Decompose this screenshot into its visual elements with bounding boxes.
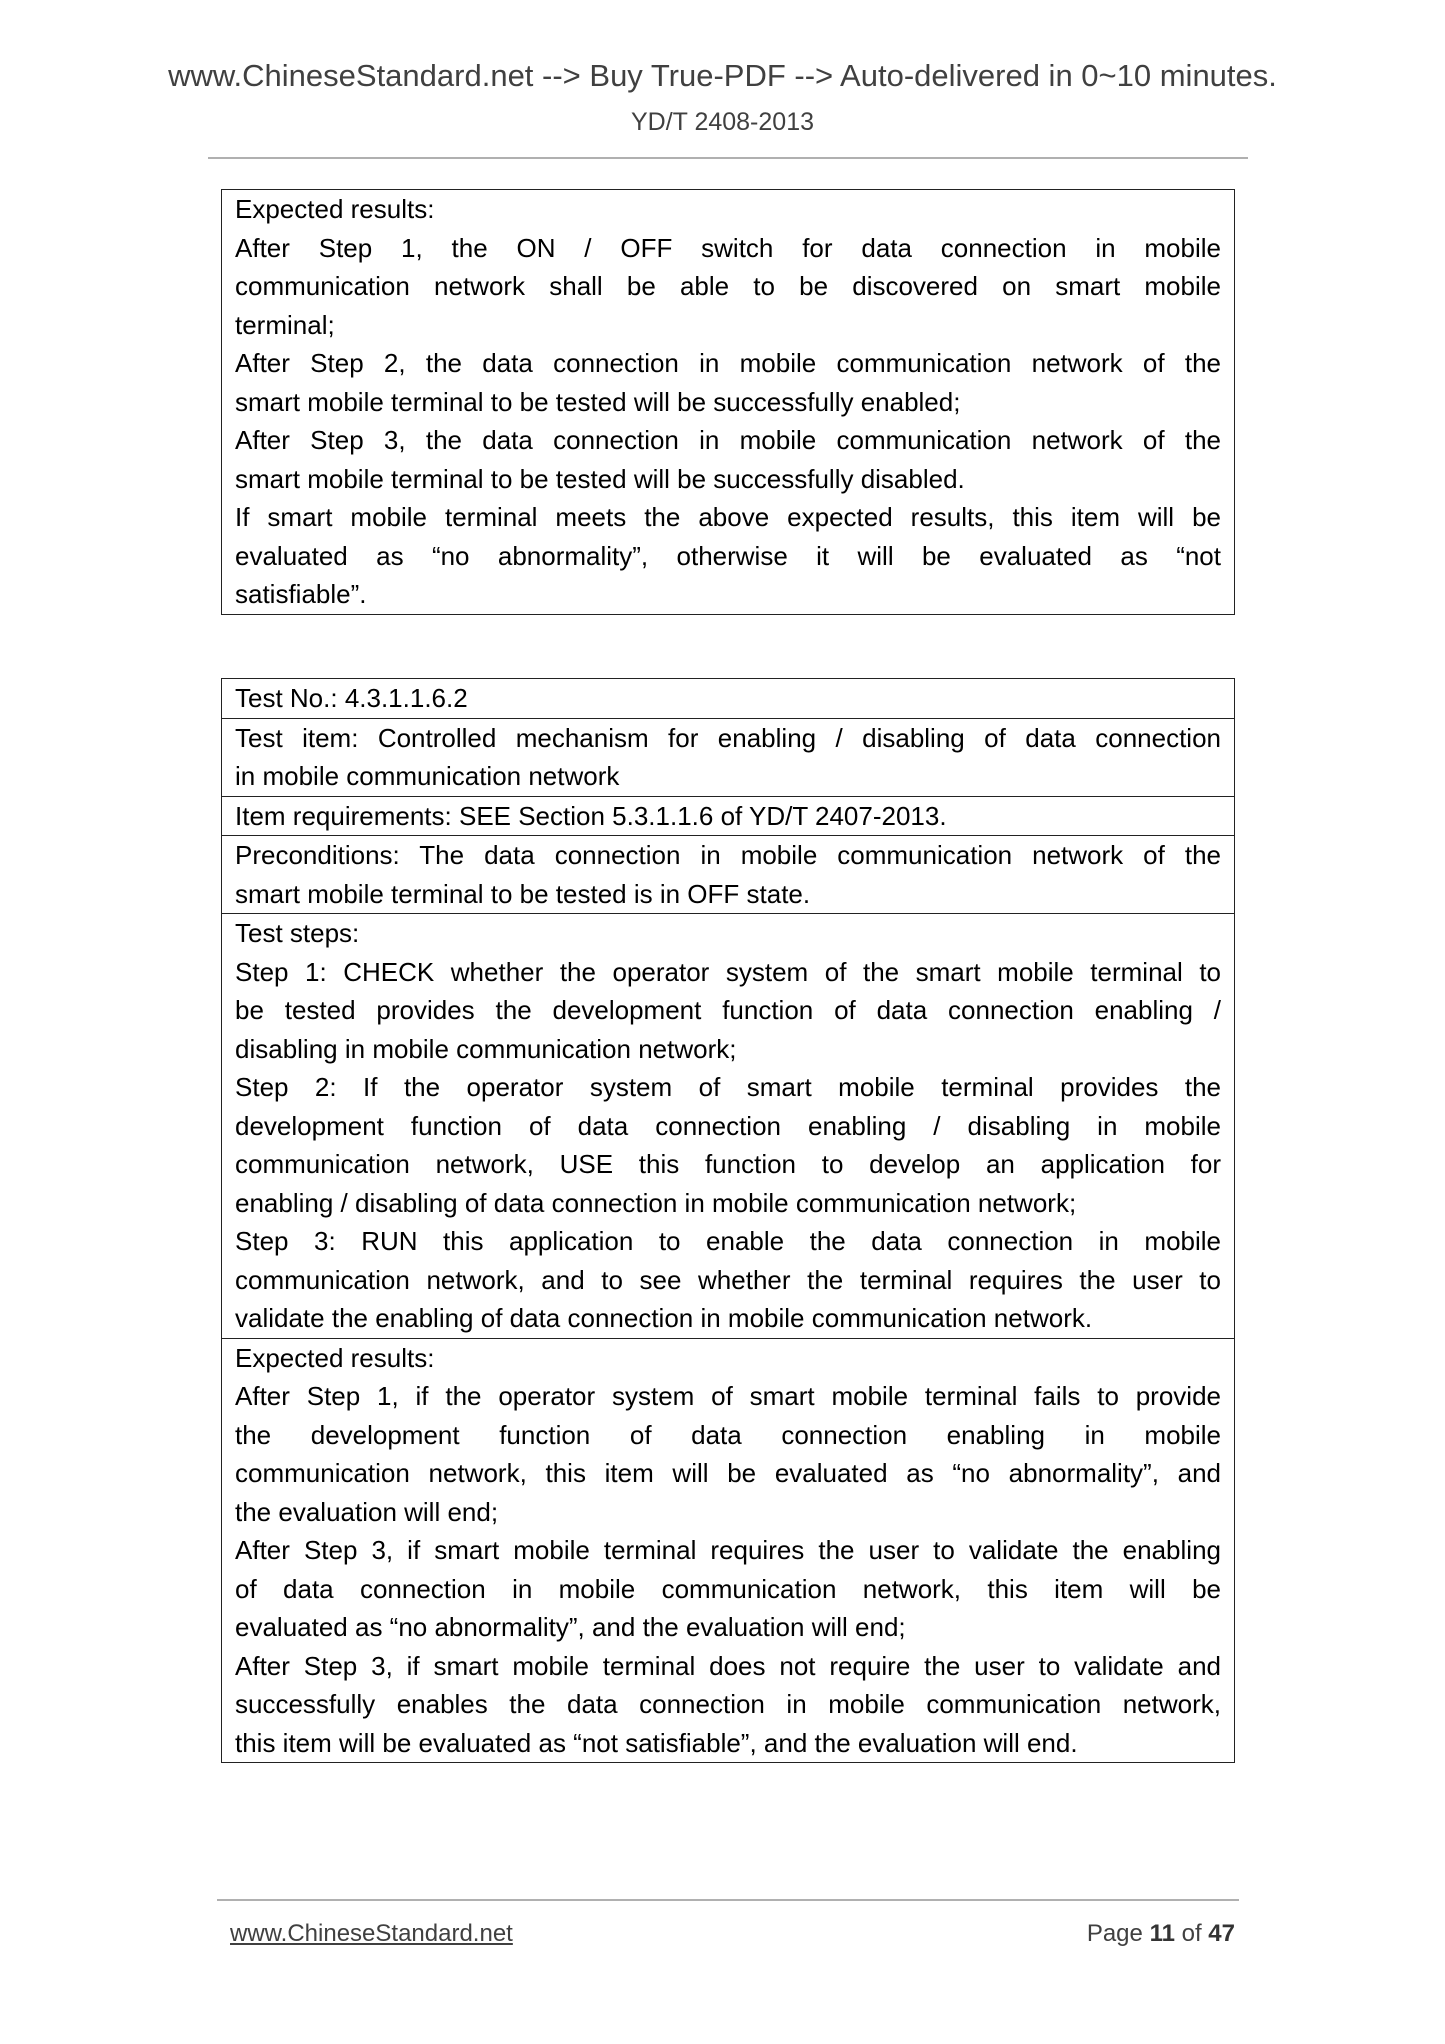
text-line: After Step 3, if smart mobile terminal requires the user to validate the enabling <box>235 1535 1221 1565</box>
text-line: Item requirements: SEE Section 5.3.1.1.6 of YD/T 2407-2013. <box>235 800 947 831</box>
text-line: evaluated as “no abnormality”, and the evaluation will end; <box>235 1612 906 1642</box>
text-line: Expected results: <box>235 194 435 224</box>
table-row <box>222 718 1234 796</box>
text-line: Expected results: <box>235 1342 435 1373</box>
text-line: After Step 1, if the operator system of smart mobile terminal fails to provide <box>235 1381 1221 1411</box>
text-line: Preconditions: The data connection in mobile communication network of the <box>235 840 1221 870</box>
text-line: enabling / disabling of data connection in mobile communication network; <box>235 1187 1077 1218</box>
header-divider <box>208 157 1248 159</box>
header-banner: www.ChineseStandard.net --> Buy True-PDF --> Auto-delivered in 0~10 minutes. <box>168 58 1277 93</box>
text-line: Test steps: <box>235 918 360 948</box>
table-row <box>222 679 1234 718</box>
text-line: Step 1: CHECK whether the operator system of the smart mobile terminal to <box>235 956 1221 987</box>
text-line: If smart mobile terminal meets the above expected results, this item will be <box>235 502 1221 532</box>
text-line: satisfiable”. <box>235 579 367 609</box>
text-line: smart mobile terminal to be tested is in OFF state. <box>235 878 811 909</box>
table-row <box>222 1338 1234 1763</box>
text-line: disabling in mobile communication network; <box>235 1033 737 1064</box>
text-line: smart mobile terminal to be tested will be successfully enabled; <box>235 386 961 417</box>
text-line: of data connection in mobile communication network, this item will be <box>235 1573 1221 1604</box>
footer-divider <box>217 1899 1239 1901</box>
text-line: successfully enables the data connection in mobile communication network, <box>235 1689 1221 1719</box>
text-line: validate the enabling of data connection in mobile communication network. <box>235 1303 1093 1333</box>
page-indicator <box>1087 1920 1235 1948</box>
text-line: Test item: Controlled mechanism for enabling / disabling of data connection <box>235 722 1221 753</box>
page-total: 47 <box>1208 1920 1235 1947</box>
text-line: in mobile communication network <box>235 761 620 791</box>
text-line: terminal; <box>235 309 335 340</box>
test-case-table <box>221 678 1235 1763</box>
text-line: Step 2: If the operator system of smart mobile terminal provides the <box>235 1072 1221 1102</box>
text-line: After Step 1, the ON / OFF switch for data connection in mobile <box>235 232 1221 263</box>
text-line: communication network shall be able to be discovered on smart mobile <box>235 271 1221 301</box>
text-line: communication network, this item will be evaluated as “no abnormality”, and <box>235 1458 1221 1488</box>
text-line: communication network, USE this function to develop an application for <box>235 1149 1221 1179</box>
page-label: Page <box>1086 1920 1143 1947</box>
text-line: this item will be evaluated as “not satisfiable”, and the evaluation will end. <box>235 1727 1078 1758</box>
table-row <box>222 913 1234 1338</box>
table-row <box>222 796 1234 836</box>
text-line: communication network, and to see whether the terminal requires the user to <box>235 1264 1221 1295</box>
page-current: 11 <box>1149 1920 1175 1947</box>
footer-website-link[interactable]: www.ChineseStandard.net <box>230 1920 513 1947</box>
page-of: of <box>1181 1920 1202 1947</box>
expected-results-table <box>221 189 1235 615</box>
table-row <box>222 190 1234 614</box>
text-line: evaluated as “no abnormality”, otherwise it will be evaluated as “not <box>235 540 1221 571</box>
table-row <box>222 835 1234 913</box>
text-line: development function of data connection enabling / disabling in mobile <box>235 1110 1221 1141</box>
text-line: smart mobile terminal to be tested will be successfully disabled. <box>235 463 965 494</box>
text-line: After Step 2, the data connection in mobile communication network of the <box>235 348 1221 378</box>
text-line: After Step 3, if smart mobile terminal does not require the user to validate and <box>235 1650 1221 1681</box>
text-line: the development function of data connection enabling in mobile <box>235 1419 1221 1450</box>
text-line: After Step 3, the data connection in mobile communication network of the <box>235 425 1221 455</box>
text-line: Step 3: RUN this application to enable the data connection in mobile <box>235 1226 1221 1256</box>
text-line: be tested provides the development function of data connection enabling / <box>235 995 1221 1025</box>
standard-number: YD/T 2408-2013 <box>631 108 814 136</box>
text-line: Test No.: 4.3.1.1.6.2 <box>235 683 468 713</box>
text-line: the evaluation will end; <box>235 1496 499 1527</box>
